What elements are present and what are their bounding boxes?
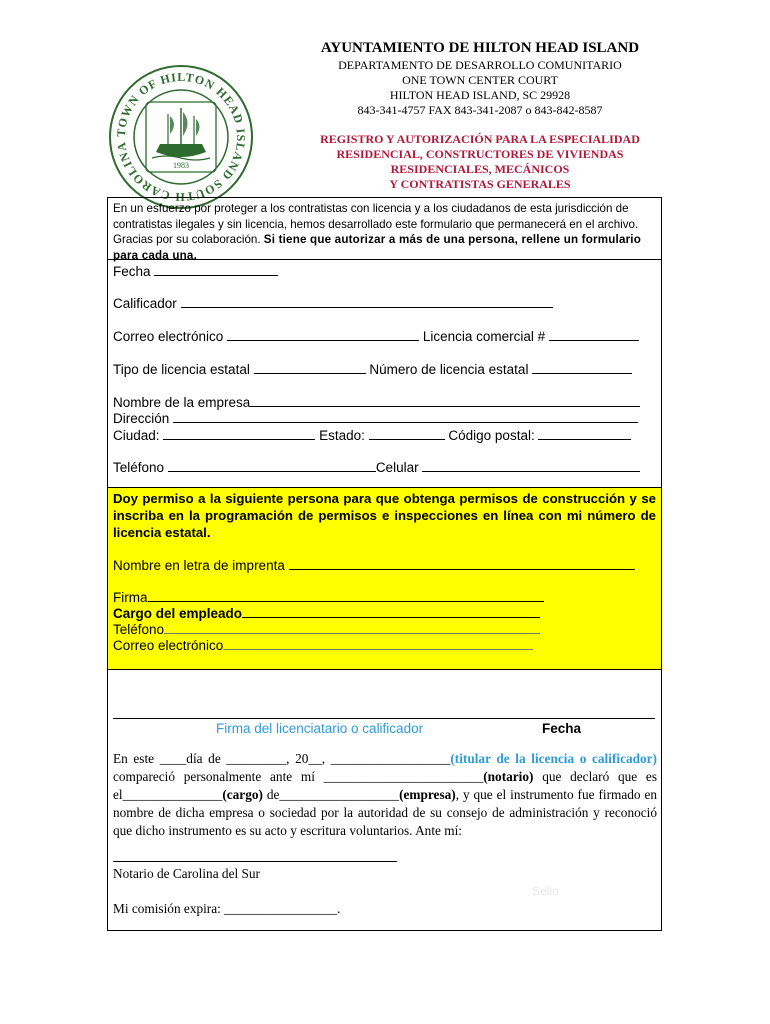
direccion-label: Dirección: [113, 411, 170, 426]
calificador-input[interactable]: [181, 294, 553, 308]
agency-title: AYUNTAMIENTO DE HILTON HEAD ISLAND: [320, 40, 640, 56]
direccion-input[interactable]: [173, 409, 638, 423]
ciudad-label: Ciudad:: [113, 428, 160, 443]
correo-row: [113, 327, 639, 344]
celular-input[interactable]: [422, 458, 640, 472]
fecha-firma-label: Fecha: [542, 721, 582, 736]
address-line-1: ONE TOWN CENTER COURT: [402, 73, 558, 87]
codigo-postal-label: Código postal:: [448, 428, 535, 443]
fecha-input[interactable]: [154, 262, 278, 276]
telefono-autorizado-label: Teléfono: [113, 622, 165, 637]
correo-input[interactable]: [227, 327, 419, 341]
cargo-input[interactable]: [242, 604, 540, 618]
estado-label: Estado:: [319, 428, 365, 443]
town-seal-logo: [108, 64, 254, 210]
firma-row: [113, 588, 544, 605]
cargo-label: Cargo del empleado: [113, 606, 243, 621]
firma-licenciatario-label: Firma del licenciatario o calificador: [216, 721, 424, 736]
licencia-estatal-row: [113, 360, 632, 377]
tipo-licencia-input[interactable]: [254, 360, 366, 374]
notary-text-5: , y que el instrumento fue firmado en nombre de dicha empresa o sociedad por la autoridad de su consejo de administración y reconoció que dicho instrumento es su acto y escritura voluntarios. Ante mí:: [113, 787, 657, 838]
registration-form: [107, 197, 662, 931]
licencia-comercial-input[interactable]: [549, 327, 639, 341]
telefono-label: Teléfono: [113, 460, 165, 475]
firma-input[interactable]: [148, 588, 544, 602]
estado-input[interactable]: [369, 426, 445, 440]
phone-line: 843-341-4757 FAX 843-341-2087 o 843-842-8587: [357, 103, 603, 117]
notary-cargo-label: (cargo): [222, 787, 263, 802]
celular-label: Celular: [375, 460, 419, 475]
tipo-licencia-label: Tipo de licencia estatal: [113, 362, 250, 377]
codigo-postal-input[interactable]: [538, 426, 631, 440]
notary-empresa-label: (empresa): [399, 787, 456, 802]
form-title-line-1: REGISTRO Y AUTORIZACIÓN PARA LA ESPECIALIDAD: [320, 132, 640, 146]
notary-text-4: de__________________: [262, 787, 400, 802]
calificador-label: Calificador: [113, 296, 177, 311]
notary-titular-label: (titular de la licencia o calificador): [450, 751, 657, 766]
cargo-row: [113, 604, 540, 621]
seal-ring-text: TOWN OF HILTON HEAD ISLAND SOUTH CAROLINA: [113, 69, 249, 205]
correo-label: Correo electrónico: [113, 329, 224, 344]
intro-text: En un esfuerzo por proteger a los contratistas con licencia y a los ciudadanos de esta jurisdicción de contratistas ilegales y sin licencia, hemos desarrollado este formulario que permanecerá en el archivo. Gracias por su colaboración.: [113, 202, 639, 246]
address-line-2: HILTON HEAD ISLAND, SC 29928: [389, 88, 571, 102]
notario-sc-label: Notario de Carolina del Sur: [113, 866, 260, 881]
nombre-empresa-label: Nombre de la empresa: [113, 395, 251, 410]
nombre-imprenta-label: Nombre en letra de imprenta: [113, 558, 285, 573]
notary-text-3: que declaró que es el_______________: [113, 769, 657, 802]
telefono-row: [113, 458, 640, 475]
calificador-row: [113, 294, 553, 311]
notary-text-1: En este ____día de _________, 20__, __________________: [113, 751, 451, 766]
licencia-comercial-label: Licencia comercial #: [422, 329, 546, 344]
intro-bold-text: Si tiene que autorizar a más de una persona, rellene un formulario para cada una.: [113, 233, 642, 262]
sello-watermark: Sello: [532, 884, 559, 898]
telefono-autorizado-row: [113, 620, 540, 637]
telefono-input[interactable]: [168, 458, 376, 472]
fecha-row: [113, 262, 278, 279]
department-line: DEPARTAMENTO DE DESARROLLO COMUNITARIO: [338, 58, 622, 72]
comision-expira: Mi comisión expira: _________________.: [113, 901, 341, 916]
ciudad-row: [113, 426, 631, 443]
seal-year: 1983: [173, 161, 189, 170]
direccion-row: [113, 409, 638, 426]
intro-paragraph: [108, 198, 661, 260]
notary-notario-label: (notario): [483, 769, 534, 784]
correo-autorizado-label: Correo electrónico: [113, 638, 224, 653]
authorization-section: [108, 487, 661, 670]
signature-line[interactable]: [113, 718, 655, 719]
nombre-imprenta-row: [113, 556, 635, 573]
notary-paragraph: [113, 750, 657, 840]
form-title-line-3: RESIDENCIALES, MECÁNICOS: [390, 162, 570, 176]
form-title: [300, 132, 660, 192]
ciudad-input[interactable]: [163, 426, 315, 440]
authorization-statement: Doy permiso a la siguiente persona para que obtenga permisos de construcción y se inscriba en la programación de permisos e inspecciones en línea con mi número de licencia estatal.: [113, 491, 656, 540]
firma-label: Firma: [113, 590, 148, 605]
notary-signature-line[interactable]: [113, 861, 397, 862]
numero-licencia-label: Número de licencia estatal: [369, 362, 529, 377]
numero-licencia-input[interactable]: [532, 360, 632, 374]
form-title-line-2: RESIDENCIAL, CONSTRUCTORES DE VIVIENDAS: [336, 147, 624, 161]
nombre-imprenta-input[interactable]: [289, 556, 635, 570]
empresa-row: [113, 393, 640, 410]
fecha-label: Fecha: [113, 264, 151, 279]
nombre-empresa-input[interactable]: [250, 393, 640, 407]
notary-text-2: compareció personalmente ante mí ________________________: [113, 769, 484, 784]
telefono-autorizado-input[interactable]: [164, 620, 540, 634]
agency-address: [300, 58, 660, 118]
form-title-line-4: Y CONTRATISTAS GENERALES: [389, 177, 571, 191]
correo-autorizado-input[interactable]: [223, 636, 533, 650]
correo-autorizado-row: [113, 636, 533, 653]
